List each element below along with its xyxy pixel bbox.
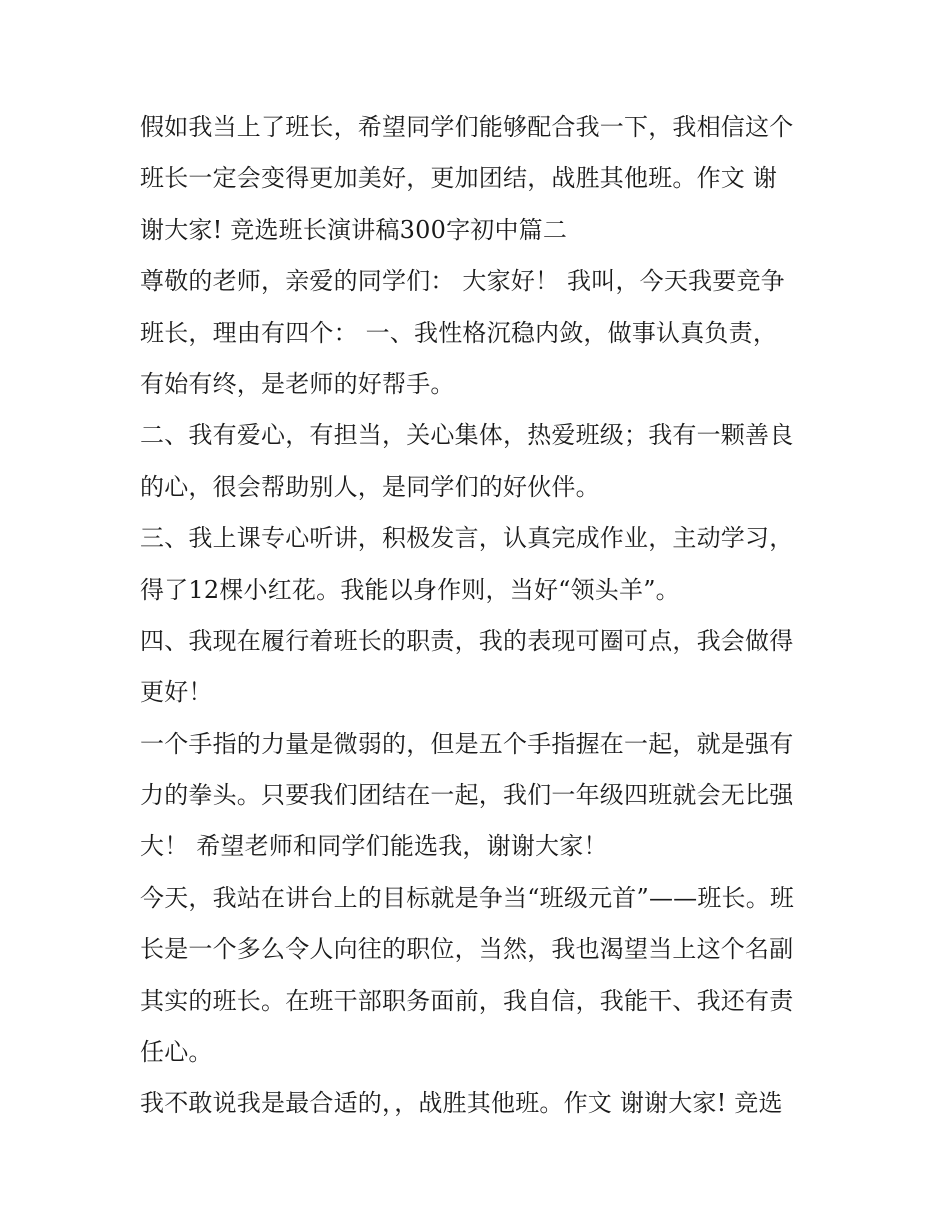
text-line: 任心。 xyxy=(140,1038,213,1067)
text-line: 谢大家! 竞选班长演讲稿300字初中篇二 xyxy=(140,215,568,244)
text-line: 得了12棵小红花。我能以身作则，当好“领头羊”。 xyxy=(140,575,680,604)
text-line: 我不敢说我是最合适的，，战胜其他班。作文 谢谢大家! 竞选 xyxy=(140,1089,783,1118)
text-line: 尊敬的老师，亲爱的同学们： 大家好！ 我叫，今天我要竞争 xyxy=(140,267,785,296)
text-line: 其实的班长。在班干部职务面前，我自信，我能干、我还有责 xyxy=(140,986,794,1015)
text-line: 长是一个多么令人向往的职位，当然，我也渴望当上这个名副 xyxy=(140,935,794,964)
text-line: 班长一定会变得更加美好，更加团结，战胜其他班。作文 谢 xyxy=(140,164,778,193)
text-line: 有始有终，是老师的好帮手。 xyxy=(140,369,455,398)
text-line: 更好！ xyxy=(140,678,213,707)
text-line: 的心，很会帮助别人，是同学们的好伙伴。 xyxy=(140,472,600,501)
text-line: 力的拳头。只要我们团结在一起，我们一年级四班就会无比强 xyxy=(140,781,794,810)
text-line: 今天，我站在讲台上的目标就是争当“班级元首”——班长。班 xyxy=(140,883,795,912)
text-line: 一个手指的力量是微弱的，但是五个手指握在一起，就是强有 xyxy=(140,729,794,758)
body-text xyxy=(140,102,820,1130)
text-line: 假如我当上了班长，希望同学们能够配合我一下，我相信这个 xyxy=(140,113,794,141)
text-line: 二、我有爱心，有担当，关心集体，热爱班级；我有一颗善良 xyxy=(140,421,794,450)
text-line: 四、我现在履行着班长的职责，我的表现可圈可点，我会做得 xyxy=(140,626,794,655)
text-line: 三、我上课专心听讲，积极发言，认真完成作业，主动学习， xyxy=(140,524,794,553)
text-line: 班长，理由有四个： 一、我性格沉稳内敛，做事认真负责， xyxy=(140,318,778,347)
text-line: 大！ 希望老师和同学们能选我，谢谢大家！ xyxy=(140,832,608,861)
